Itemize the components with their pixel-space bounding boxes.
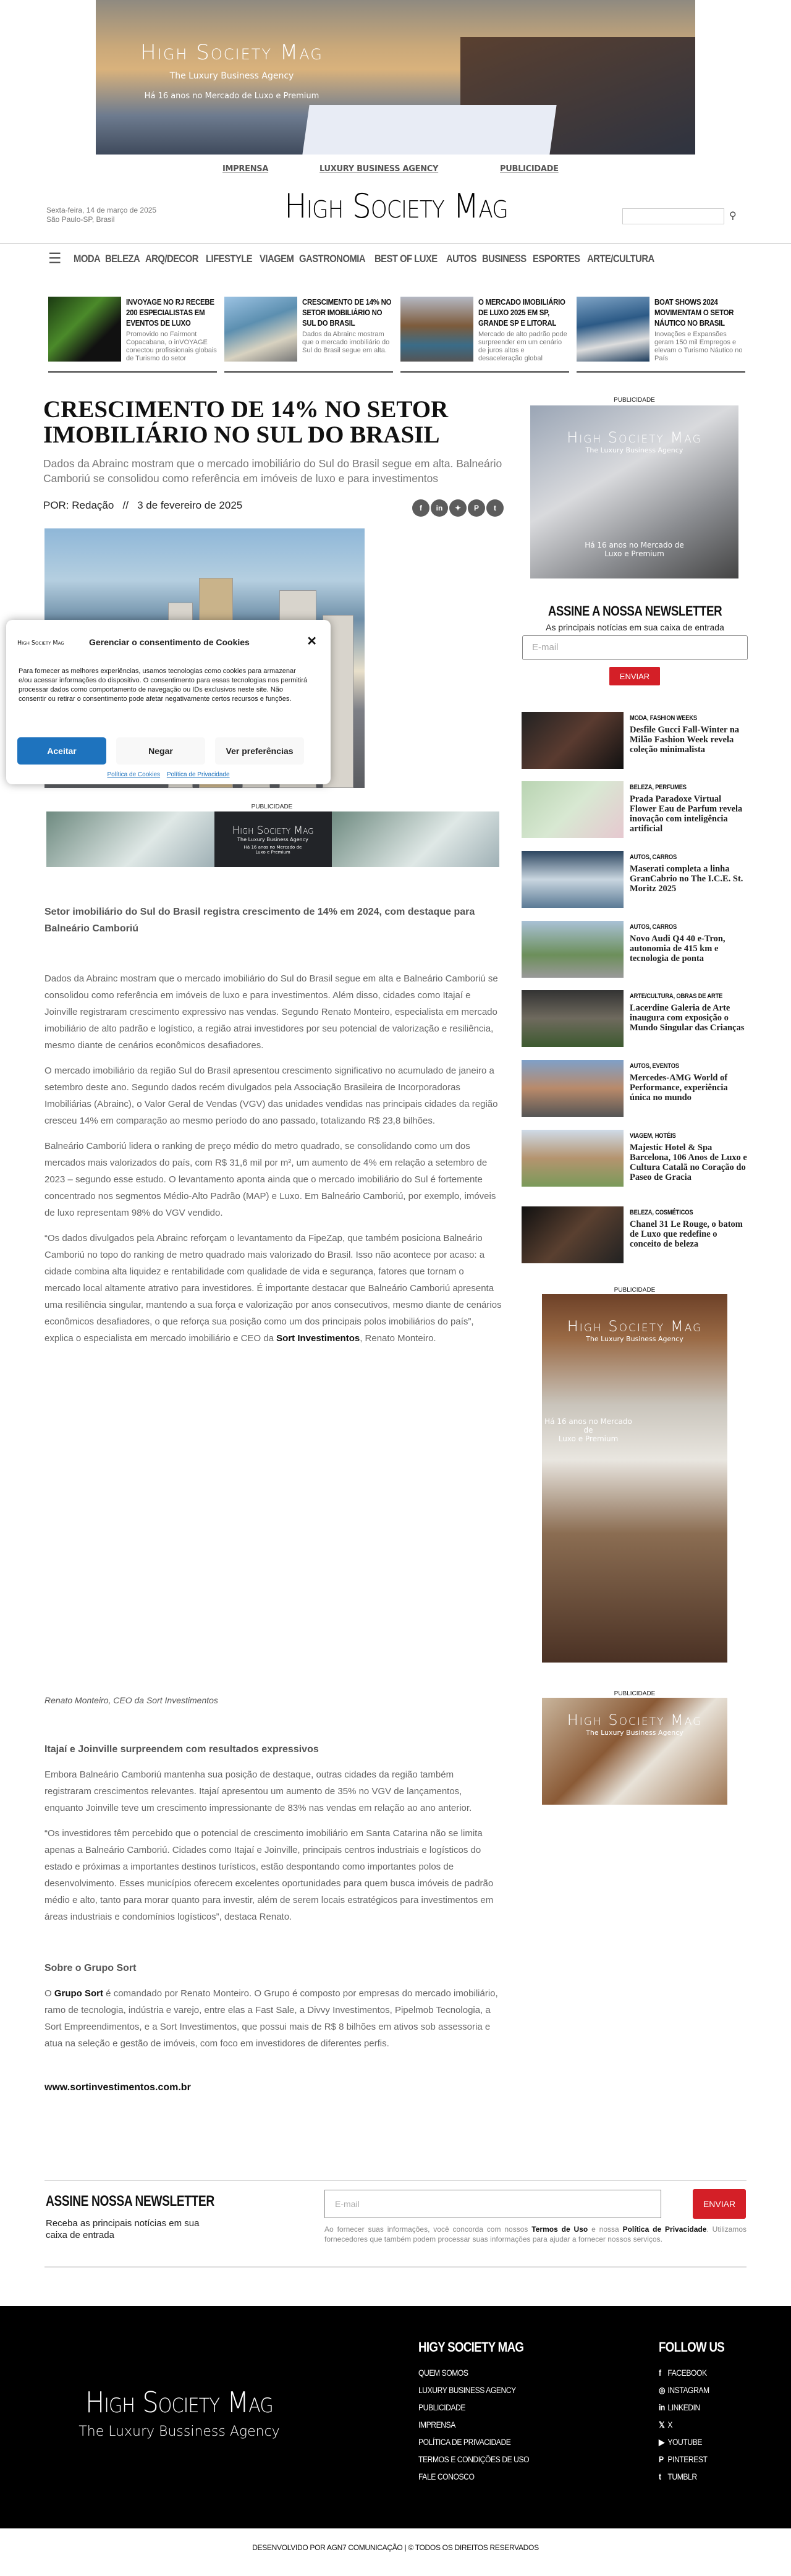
newsletter-subtitle: As principais notícias em sua caixa de entrada <box>546 622 724 632</box>
footer-col-title: HIGY SOCIETY MAG <box>418 2339 524 2355</box>
sidebar-post-text <box>630 921 750 978</box>
top-link-imprensa[interactable]: IMPRENSA <box>222 164 269 174</box>
group-name: Grupo Sort <box>54 1988 104 1999</box>
youtube-icon: ▶ <box>659 2438 664 2447</box>
x-icon: 𝕏 <box>659 2420 665 2430</box>
social-label: PINTEREST <box>667 2455 708 2464</box>
nav-item-lifestyle[interactable]: LIFESTYLE <box>206 253 253 265</box>
social-link-instagram[interactable] <box>659 2386 709 2397</box>
linkedin-icon: in <box>659 2403 665 2412</box>
ad-years-2: Luxo e Premium <box>255 849 290 855</box>
mid-banner-ad[interactable] <box>46 811 499 867</box>
sidebar-post-category[interactable]: AUTOS, EVENTOS <box>630 1062 679 1070</box>
terms-text: . Utilizamos fornecedores que também podem processar suas informações para ajudar a fornecer nossos serviços. <box>324 2225 747 2243</box>
sidebar-post-title[interactable]: Majestic Hotel & Spa Barcelona, 106 Anos de Luxo e Cultura Catalã no Coração do Paseo de Gracia <box>630 1143 747 1182</box>
ad-label: PUBLICIDADE <box>251 803 293 810</box>
sidebar-ad-airline[interactable] <box>542 1698 727 1805</box>
banner-logo: High Society Mag <box>140 40 323 65</box>
sidebar-post-thumbnail[interactable] <box>522 781 624 838</box>
ad-tagline: The Luxury Business Agency <box>237 836 308 842</box>
nav-item-moda[interactable]: MODA <box>73 253 100 265</box>
social-link-pinterest[interactable] <box>659 2455 709 2466</box>
bottom-newsletter-title: ASSINE NOSSA NEWSLETTER <box>46 2193 214 2210</box>
sidebar-post-thumbnail[interactable] <box>522 712 624 769</box>
sidebar-post-category[interactable]: MODA, FASHION WEEKS <box>630 714 697 722</box>
top-link-publicidade[interactable]: PUBLICIDADE <box>500 164 559 174</box>
sidebar-post-thumbnail[interactable] <box>522 921 624 978</box>
close-icon[interactable]: ✕ <box>307 635 317 648</box>
company-url-link[interactable]: www.sortinvestimentos.com.br <box>44 2082 191 2093</box>
banner-years: Há 16 anos no Mercado de Luxo e Premium <box>144 91 319 101</box>
terms-text: e nossa <box>588 2225 623 2234</box>
tumblr-icon: t <box>659 2472 661 2481</box>
sidebar-post-category[interactable]: AUTOS, CARROS <box>630 854 677 861</box>
sidebar-ad-interior[interactable] <box>542 1294 727 1663</box>
header-divider <box>0 243 791 244</box>
search-icon[interactable]: ⚲ <box>729 211 737 221</box>
social-label: INSTAGRAM <box>667 2386 709 2395</box>
sidebar-post-thumbnail[interactable] <box>522 1060 624 1117</box>
ad-logo: High Society Mag <box>567 1711 703 1729</box>
share-pinterest-icon[interactable]: P <box>468 499 485 517</box>
divider <box>44 2180 747 2181</box>
sidebar-post-category[interactable]: BELEZA, PERFUMES <box>630 784 687 791</box>
sidebar-post-text <box>630 781 750 838</box>
article-subtitle: Dados da Abrainc mostram que o mercado imobiliário do Sul do Brasil segue em alta. Balneário Camboriú se consolidou como referência em imóveis de luxo e para investimentos <box>43 457 502 485</box>
bottom-newsletter-subtitle: Receba as principais notícias em sua caixa de entrada <box>46 2218 200 2240</box>
sidebar-post[interactable] <box>522 1060 750 1117</box>
ad-logo: High Society Mag <box>232 824 314 837</box>
nav-item-best-of-luxe[interactable]: BEST OF LUXE <box>374 253 438 265</box>
ad-years: Há 16 anos no Mercado de <box>243 844 302 850</box>
footer-link[interactable]: FALE CONOSCO <box>418 2472 475 2481</box>
featured-desc: Inovações e Expansões geram 150 mil Empregos e elevam o Turismo Náutico no País <box>654 331 743 362</box>
sidebar-post[interactable] <box>522 851 750 908</box>
featured-desc: Dados da Abrainc mostram que o mercado imobiliário do Sul do Brasil segue em alta. <box>302 331 390 354</box>
sidebar-post-text <box>630 1130 750 1187</box>
sidebar-post-text <box>630 1060 750 1117</box>
top-link-luxury-business-agency[interactable]: LUXURY BUSINESS AGENCY <box>319 164 439 174</box>
article-paragraph <box>44 1985 502 2052</box>
ad-years: Há 16 anos no Mercado de <box>544 1417 632 1434</box>
sidebar-post-thumbnail[interactable] <box>522 851 624 908</box>
image-caption: Renato Monteiro, CEO da Sort Investimentos <box>44 1695 218 1705</box>
social-label: TUMBLR <box>667 2472 697 2481</box>
banner-tagline: The Luxury Business Agency <box>169 71 294 81</box>
featured-thumbnail[interactable] <box>224 297 297 362</box>
newsletter-email-input[interactable]: E-mail <box>522 635 748 660</box>
footer-links <box>418 2368 541 2483</box>
sidebar-post-category[interactable]: AUTOS, CARROS <box>630 923 677 931</box>
sidebar-post[interactable] <box>522 921 750 978</box>
social-link-youtube[interactable] <box>659 2438 709 2449</box>
ad-tagline: The Luxury Business Agency <box>585 446 683 454</box>
ad-image-jetski-2 <box>332 811 500 867</box>
sidebar-post-title[interactable]: Maserati completa a linha GranCabrio no The I.C.E. St. Moritz 2025 <box>630 864 743 894</box>
ad-tagline: The Luxury Business Agency <box>586 1335 683 1343</box>
date-location <box>46 206 156 224</box>
bottom-newsletter-email-input[interactable]: E-mail <box>324 2190 661 2218</box>
nav-item-beleza[interactable]: BELEZA <box>104 253 140 265</box>
quote-text-end: , Renato Monteiro. <box>360 1333 436 1344</box>
privacy-policy-link[interactable]: Política de Privacidade <box>166 771 230 778</box>
date-text: Sexta-feira, 14 de março de 2025 <box>46 206 157 214</box>
ad-image-jetski <box>46 811 214 867</box>
footer-link[interactable]: LUXURY BUSINESS AGENCY <box>418 2386 516 2395</box>
featured-thumbnail[interactable] <box>48 297 121 362</box>
article-body <box>44 904 502 1355</box>
text: O <box>44 1988 54 1999</box>
social-link-linkedin[interactable] <box>659 2403 709 2414</box>
cookie-consent-dialog <box>6 620 331 784</box>
ad-years-2: Luxo e Premium <box>604 549 664 558</box>
cookie-links <box>6 771 331 778</box>
nav-item-arte-cultura[interactable]: ARTE/CULTURA <box>587 253 655 265</box>
sidebar-post-thumbnail[interactable] <box>522 990 624 1047</box>
sidebar-post-text <box>630 851 750 908</box>
featured-title[interactable]: CRESCIMENTO DE 14% NO SETOR IMOBILIÁRIO NO SUL DO BRASIL <box>302 297 392 328</box>
accept-button[interactable]: Aceitar <box>17 737 106 765</box>
footer-link[interactable]: TERMOS E CONDIÇÕES DE USO <box>418 2455 530 2464</box>
featured-card[interactable] <box>577 297 745 373</box>
sidebar-post[interactable] <box>522 990 750 1047</box>
featured-desc: Promovido no Fairmont Copacabana, o inVOYAGE conectou profissionais globais de Turismo do setor <box>126 331 217 362</box>
featured-strip <box>48 297 747 373</box>
sidebar-post-title[interactable]: Desfile Gucci Fall-Winter na Milão Fashion Week revela coleção minimalista <box>630 725 740 755</box>
main-nav <box>48 250 658 268</box>
ad-logo: High Society Mag <box>567 429 702 446</box>
featured-thumbnail[interactable] <box>400 297 473 362</box>
social-link-tumblr[interactable] <box>659 2472 709 2483</box>
section-heading: Sobre o Grupo Sort <box>44 1963 137 1973</box>
share-facebook-icon[interactable]: f <box>412 499 429 517</box>
bottom-newsletter-submit-button[interactable]: ENVIAR <box>693 2189 746 2219</box>
sidebar-post-category[interactable]: VIAGEM, HOTÉIS <box>630 1132 676 1140</box>
privacy-policy-link[interactable]: Política de Privacidade <box>622 2225 707 2234</box>
nav-item-viagem[interactable]: VIAGEM <box>259 253 294 265</box>
article-lead: Setor imobiliário do Sul do Brasil registra crescimento de 14% em 2024, com destaque para Balneário Camboriú <box>44 907 475 934</box>
divider <box>44 2266 747 2268</box>
sidebar-post-thumbnail[interactable] <box>522 1130 624 1187</box>
article-byline: POR: Redação // 3 de fevereiro de 2025 <box>43 499 243 511</box>
terms-of-use-link[interactable]: Termos de Uso <box>531 2225 588 2234</box>
newsletter-terms <box>324 2225 747 2244</box>
footer-logo[interactable]: High Society Mag <box>85 2386 273 2419</box>
ad-label: PUBLICIDADE <box>614 397 655 404</box>
sidebar-post-thumbnail[interactable] <box>522 1206 624 1263</box>
share-tumblr-icon[interactable]: t <box>486 499 504 517</box>
company-link[interactable]: Sort Investimentos <box>276 1333 360 1344</box>
deny-button[interactable]: Negar <box>116 737 205 765</box>
sidebar-post[interactable] <box>522 1206 750 1263</box>
share-linkedin-icon[interactable]: in <box>431 499 448 517</box>
nav-item-autos[interactable]: AUTOS <box>446 253 477 265</box>
ad-years-2: Luxo e Premium <box>558 1434 619 1443</box>
article-title: CRESCIMENTO DE 14% NO SETOR IMOBILIÁRIO NO SUL DO BRASIL <box>43 396 449 448</box>
featured-text <box>654 297 745 368</box>
quote-text: “Os dados divulgados pela Abrainc reforçam o levantamento da FipeZap, que também posiciona Balneário Camboriú no topo do ranking de metro quadrado mais valorizado do Brasil. Isso não acontece por acaso: a cidade combina alta liquidez e rentabilidade com qualidade de vida e segurança, fatores que tornam o mercado local altamente atrativo para investidores. É importante destacar que Balneário Camboriú apresenta uma resiliência singular, mantendo a sua força e valorização por anos consecutivos, mesmo diante de cenários econômicos desafiadores, o que reforça sua posição como um dos principais polos imobiliários do país”, explica o especialista em mercado imobiliário e CEO da <box>44 1233 502 1344</box>
featured-text <box>478 297 569 368</box>
share-twitter-icon[interactable]: ✦ <box>449 499 467 517</box>
sidebar-post-title[interactable]: Mercedes-AMG World of Performance, experiência única no mundo <box>630 1073 728 1103</box>
ad-logo: High Society Mag <box>567 1318 703 1335</box>
cookie-title: Gerenciar o consentimento de Cookies <box>89 637 250 647</box>
social-label: LINKEDIN <box>667 2403 700 2412</box>
ad-label: PUBLICIDADE <box>614 1690 656 1697</box>
sidebar-post-text <box>630 712 750 769</box>
featured-title[interactable]: O MERCADO IMOBILIÁRIO DE LUXO 2025 EM SP, GRANDE SP E LITORAL <box>478 297 565 328</box>
nav-item-esportes[interactable]: ESPORTES <box>533 253 580 265</box>
ad-label: PUBLICIDADE <box>614 1287 656 1294</box>
facebook-icon: f <box>659 2368 661 2378</box>
sidebar-post[interactable] <box>522 1130 750 1187</box>
social-label: FACEBOOK <box>667 2368 707 2378</box>
sidebar-ad-watches[interactable] <box>530 405 738 578</box>
article-paragraph: “Os investidores têm percebido que o potencial de crescimento imobiliário em Santa Catarina não se limita apenas a Balneário Camboriú. Cidades como Itajaí e Joinville, principais centros industriais e logísticos do estado e próximas a importantes destinos turísticos, estão despontando como importantes polos de desenvolvimento. Esses municípios oferecem excelentes oportunidades para quem busca imóveis de padrão médio e alto, tanto para morar quanto para investir, além de serem locais estratégicos para investimentos em áreas industriais e condomínios logísticos”, destaca Renato. <box>44 1828 494 1922</box>
sidebar-post-title[interactable]: Lacerdine Galeria de Arte inaugura com exposição o Mundo Singular das Crianças <box>630 1003 745 1033</box>
share-buttons <box>412 499 504 517</box>
ad-years: Há 16 anos no Mercado de <box>585 541 684 549</box>
social-label: X <box>667 2420 673 2430</box>
search-input[interactable] <box>622 208 724 224</box>
footer-credit: DESENVOLVIDO POR AGN7 COMUNICAÇÃO | © TODOS OS DIREITOS RESERVADOS <box>252 2543 539 2552</box>
footer-tagline: The Luxury Bussiness Agency <box>78 2424 280 2439</box>
site-logo[interactable]: High Society Mag <box>284 187 508 226</box>
top-banner-ad[interactable] <box>96 0 695 155</box>
sidebar-post-category[interactable]: BELEZA, COSMÉTICOS <box>630 1209 693 1216</box>
cookie-text: Para fornecer as melhores experiências, usamos tecnologias como cookies para armazenar e/ou acessar informações do dispositivo. O consentimento para essas tecnologias nos permitirá processar dados como comportamento de navegação ou IDs exclusivos neste site. Não consentir ou retirar o consentimento pode afetar negativamente certos recursos e funções. <box>19 667 308 703</box>
hamburger-menu-icon[interactable]: ☰ <box>48 250 62 267</box>
sidebar-post[interactable] <box>522 712 750 769</box>
footer-link[interactable]: IMPRENSA <box>418 2420 455 2430</box>
featured-card[interactable] <box>48 297 217 373</box>
article-body-2 <box>44 1692 502 2104</box>
footer-link[interactable]: QUEM SOMOS <box>418 2368 468 2378</box>
footer-social-links <box>659 2368 715 2483</box>
footer-link[interactable]: PUBLICIDADE <box>418 2403 466 2412</box>
featured-text <box>302 297 393 368</box>
newsletter-submit-button[interactable]: ENVIAR <box>609 667 660 685</box>
sidebar-post[interactable] <box>522 781 750 838</box>
featured-card[interactable] <box>224 297 393 373</box>
instagram-icon: ◎ <box>659 2386 666 2395</box>
article-paragraph: Dados da Abrainc mostram que o mercado imobiliário do Sul do Brasil segue em alta e Balneário Camboriú se consolidou como referência em imóveis de luxo e para investimentos. Além disso, cidades como Itajaí e Joinville registraram crescimento expressivo nas vendas. Segundo Renato Monteiro, especialista em mercado imobiliário de alto padrão e logístico, a região atrai investidores por seu potencial de valorização e resiliência, mesmo diante de cenários econômicos desafiadores. <box>44 973 498 1051</box>
sidebar-post-text <box>630 990 750 1047</box>
location-text: São Paulo-SP, Brasil <box>46 215 115 224</box>
social-link-x[interactable] <box>659 2420 709 2431</box>
sidebar-post-category[interactable]: ARTE/CULTURA, OBRAS DE ARTE <box>630 993 723 1000</box>
article-paragraph: Embora Balneário Camboriú mantenha sua posição de destaque, outras cidades da região também registraram crescimentos relevantes. Itajaí apresentou um aumento de 35% no VGV de lançamentos, enquanto Joinville teve um crescimento impressionante de 83% nas vendas em relação ao ano anterior. <box>44 1769 472 1813</box>
newsletter-title: ASSINE A NOSSA NEWSLETTER <box>548 603 722 619</box>
social-label: YOUTUBE <box>667 2438 702 2447</box>
featured-text <box>126 297 217 368</box>
article-paragraph <box>44 1230 502 1347</box>
article-paragraph: Balneário Camboriú lidera o ranking de preço médio do metro quadrado, se consolidando como um dos mercados mais valorizados do país, com R$ 31,6 mil por m², um aumento de 4% em relação a setembro de 2023 – segundo esse estudo. O levantamento aponta ainda que o mercado imobiliário do Sul é fortemente concentrado nos segmentos Médio-Alto Padrão (MAP) e Luxo. Em Balneário Camboriú, por exemplo, imóveis de luxo representam 98% do VGV vendido. <box>44 1141 496 1218</box>
footer-link[interactable]: POLÍTICA DE PRIVACIDADE <box>418 2438 511 2447</box>
nav-item-arq-decor[interactable]: ARQ/DECOR <box>145 253 198 265</box>
ad-center-panel <box>214 811 332 867</box>
nav-item-gastronomia[interactable]: GASTRONOMIA <box>299 253 366 265</box>
banner-table <box>302 105 556 155</box>
featured-title[interactable]: BOAT SHOWS 2024 MOVIMENTAM O SETOR NÁUTICO NO BRASIL <box>654 297 734 328</box>
pinterest-icon: P <box>659 2455 664 2464</box>
sidebar-post-title[interactable]: Novo Audi Q4 40 e-Tron, autonomia de 415 km e tecnologia de ponta <box>630 934 725 964</box>
featured-desc: Mercado de alto padrão pode surpreender em um cenário de juros altos e desaceleração global <box>478 331 567 362</box>
preferences-button[interactable]: Ver preferências <box>215 737 304 765</box>
sidebar-post-title[interactable]: Chanel 31 Le Rouge, o batom de Luxo que redefine o conceito de beleza <box>630 1219 743 1249</box>
text: é comandado por Renato Monteiro. O Grupo é composto por empresas do mercado imobiliário, ramo de tecnologia, indústria e varejo, entre elas a Fast Sale, a Divvy Investimentos, Pipelmob Tecnologia, a Sort Empreendimentos, e a Sort Investimentos, que possui mais de R$ 8 bilhões em ativos sob assessoria e atua na seleção e gestão de imóveis, com foco em investidores de diferentes perfis. <box>44 1988 498 2049</box>
article-paragraph: O mercado imobiliário da região Sul do Brasil apresentou crescimento significativo no acumulado de janeiro a setembro deste ano. Segundo dados recém divulgados pela Associação Brasileira de Incorporadoras Imobiliárias (Abrainc), o Valor Geral de Vendas (VGV) das unidades vendidas nas principais cidades da região cresceu 14% em comparação ao mesmo período do ano passado, totalizando R$ 23,8 bilhões. <box>44 1066 498 1126</box>
cookie-logo: High Society Mag <box>17 640 64 646</box>
sidebar-post-text <box>630 1206 750 1263</box>
follow-us-title: FOLLOW US <box>659 2339 725 2355</box>
terms-text: Ao fornecer suas informações, você concorda com nossos <box>324 2225 532 2234</box>
section-heading: Itajaí e Joinville surpreendem com resultados expressivos <box>44 1744 319 1755</box>
nav-item-business[interactable]: BUSINESS <box>481 253 527 265</box>
sidebar-post-title[interactable]: Prada Paradoxe Virtual Flower Eau de Parfum revela inovação com inteligência artificial <box>630 794 743 834</box>
social-link-facebook[interactable] <box>659 2368 709 2379</box>
ad-tagline: The Luxury Business Agency <box>586 1729 683 1737</box>
featured-card[interactable] <box>400 297 569 373</box>
featured-thumbnail[interactable] <box>577 297 649 362</box>
featured-title[interactable]: INVOYAGE NO RJ RECEBE 200 ESPECIALISTAS EM EVENTOS DE LUXO <box>126 297 214 328</box>
cookie-policy-link[interactable]: Política de Cookies <box>107 771 161 778</box>
